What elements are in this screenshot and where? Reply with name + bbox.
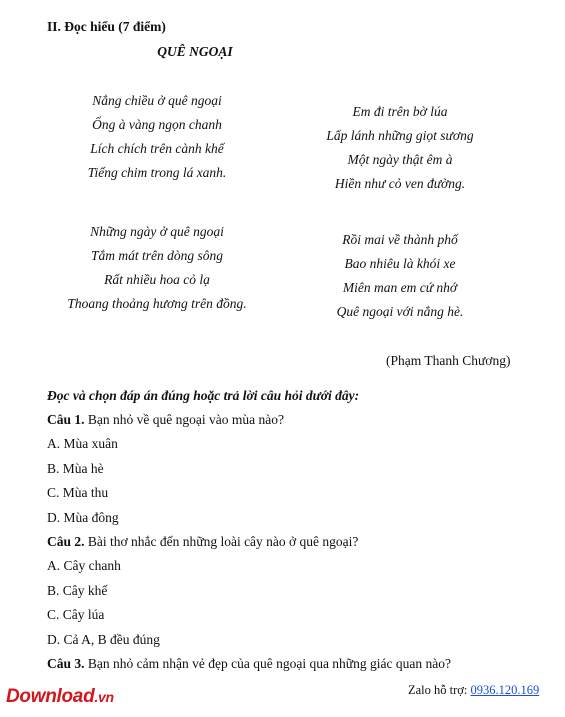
poem-line: Hiền như cỏ ven đường. (334, 176, 466, 191)
logo-text: Download (6, 686, 95, 707)
poem-line: Miên man em cứ nhớ (342, 280, 458, 295)
zalo-label: Zalo hỗ trợ: (408, 683, 471, 697)
question-list (47, 411, 451, 679)
download-vn-logo[interactable] (6, 686, 114, 708)
question-label: Câu 1 (47, 412, 82, 427)
answer-option: B. Cây khế (47, 582, 108, 598)
question-text: Bạn nhỏ về quê ngoại vào mùa nào? (84, 412, 284, 427)
stanza-2 (310, 100, 490, 196)
poem-line: Rồi mai về thành phố (342, 232, 458, 247)
answer-option: A. Mùa xuân (47, 436, 118, 452)
question-label: Câu 2. (47, 533, 85, 549)
question-text: Bạn nhỏ cảm nhận vẻ đẹp của quê ngoại qua những giác quan nào? (84, 655, 451, 671)
question-label-sep: . (81, 412, 85, 427)
stanza-4 (310, 228, 490, 324)
poem-line: Nắng chiều ở quê ngoại (92, 93, 222, 108)
answer-option: A. Cây chanh (47, 558, 121, 574)
poem-line: Em đi trên bờ lúa (352, 104, 448, 119)
poem-line: Ống à vàng ngọn chanh (92, 117, 222, 132)
instruction: Đọc và chọn đáp án đúng hoặc trả lời câu hỏi dưới đây: (47, 388, 360, 403)
answer-option: D. Mùa đông (47, 509, 119, 525)
question-text: Bài thơ nhắc đến những loài cây nào ở quê ngoại? (84, 533, 359, 549)
answer-option: B. Mùa hè (47, 460, 104, 476)
poem-line: Quê ngoại với nắng hè. (336, 304, 464, 319)
poem-line: Rất nhiều hoa cỏ lạ (104, 272, 210, 287)
poem-line: Tắm mát trên dòng sông (90, 248, 223, 263)
stanza-3 (56, 220, 258, 316)
answer-option: C. Cây lúa (47, 607, 105, 623)
question-3 (47, 655, 451, 679)
poem-line: Bao nhiêu là khói xe (344, 256, 456, 271)
zalo-support (408, 683, 539, 698)
poem-title: QUÊ NGOẠI (157, 44, 233, 59)
question-1 (47, 411, 451, 435)
poem-line: Tiếng chim trong lá xanh. (87, 165, 227, 180)
poem-line: Lích chích trên cành khế (90, 141, 224, 156)
section-title: II. Đọc hiểu (7 điểm) (47, 19, 166, 34)
stanza-1 (56, 89, 258, 185)
answer-option: C. Mùa thu (47, 485, 109, 501)
question-label: Câu 3. (47, 655, 85, 671)
poem-line: Lấp lánh những giọt sương (326, 128, 474, 143)
poem-line: Những ngày ở quê ngoại (90, 224, 224, 239)
zalo-phone-link[interactable]: 0936.120.169 (470, 683, 540, 697)
poem-author: (Phạm Thanh Chương) (386, 353, 511, 368)
logo-suffix: .vn (94, 689, 114, 705)
poem-line: Thoang thoảng hương trên đồng. (67, 296, 247, 311)
question-2 (47, 533, 451, 557)
answer-option: D. Cả A, B đều đúng (47, 631, 160, 647)
poem-line: Một ngày thật êm à (347, 152, 453, 167)
